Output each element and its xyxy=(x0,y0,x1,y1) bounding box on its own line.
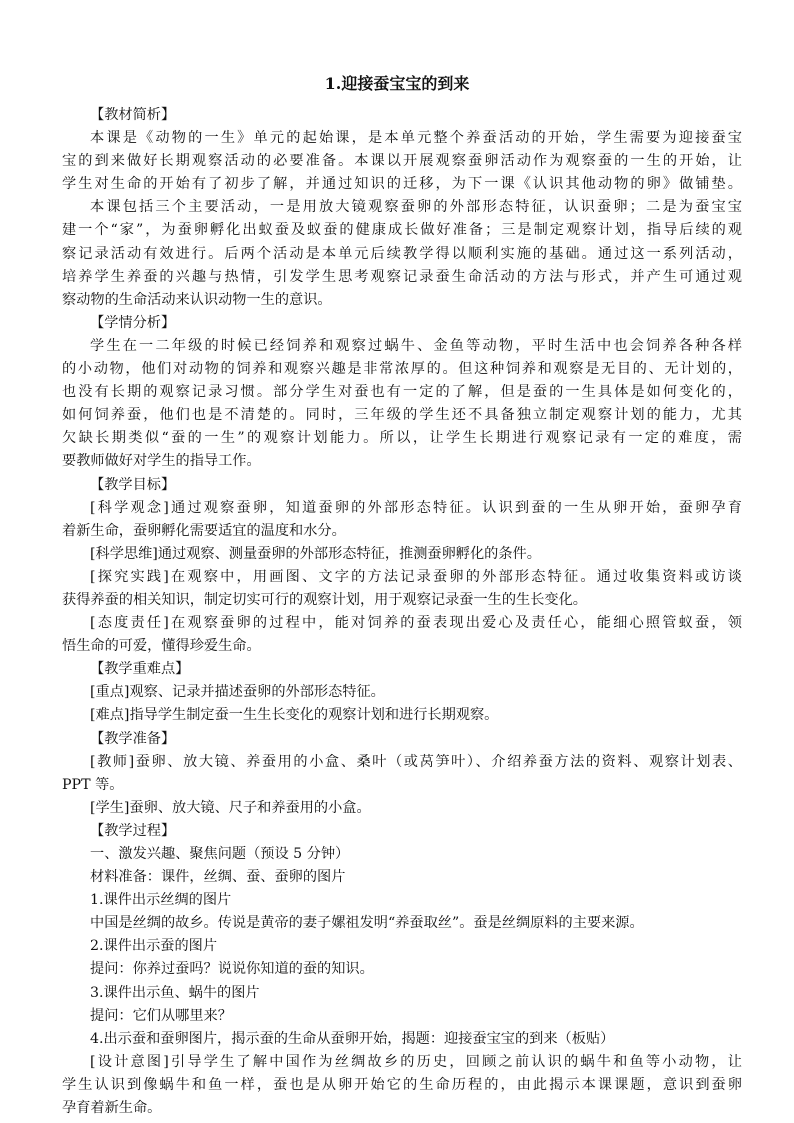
text-line: 建一个“家”，为蚕卵孵化出蚁蚕及蚁蚕的健康成长做好准备；三是制定观察计划，指导后续的观 xyxy=(62,222,742,239)
text-line: 察记录活动有效进行。后两个活动是本单元后续教学得以顺利实施的基础。通过这一系列活动， xyxy=(62,245,742,262)
text-line: PPT 等。 xyxy=(62,776,124,793)
text-line: 3.课件出示鱼、蜗牛的图片 xyxy=(90,984,260,1001)
text-line: 本课包括三个主要活动，一是用放大镜观察蚕卵的外部形态特征，认识蚕卵；二是为蚕宝宝 xyxy=(90,199,742,216)
text-line: 【学情分析】 xyxy=(90,314,176,331)
text-line: 提问：它们从哪里来？ xyxy=(90,1007,232,1024)
text-line: 【教学重难点】 xyxy=(90,661,190,678)
text-line: 悟生命的可爱，懂得珍爱生命。 xyxy=(62,638,261,655)
text-line: 【教学过程】 xyxy=(90,822,176,839)
text-line: 学生认识到像蜗牛和鱼一样，蚕也是从卵开始它的生命历程的，由此揭示本课课题，意识到蚕卵 xyxy=(62,1076,742,1093)
text-line: 宝的到来做好长期观察活动的必要准备。本课以开展观察蚕卵活动作为观察蚕的一生的开始，让 xyxy=(62,153,742,170)
text-line: [科学观念]通过观察蚕卵，知道蚕卵的外部形态特征。认识到蚕的一生从卵开始，蚕卵孕育 xyxy=(90,499,742,516)
text-line: 如何饲养蚕，他们也是不清楚的。同时，三年级的学生还不具备独立制定观察计划的能力，尤其 xyxy=(62,407,742,424)
text-line: [教师]蚕卵、放大镜、养蚕用的小盒、桑叶（或莴笋叶）、介绍养蚕方法的资料、观察计划表、 xyxy=(90,753,742,770)
text-line: 培养学生养蚕的兴趣与热情，引发学生思考观察记录蚕生命活动的方法与形式，并产生可通过观 xyxy=(62,268,742,285)
text-line: [学生]蚕卵、放大镜、尺子和养蚕用的小盒。 xyxy=(90,799,371,816)
text-line: 着新生命，蚕卵孵化需要适宜的温度和水分。 xyxy=(62,522,346,539)
text-line: [态度责任]在观察蚕卵的过程中，能对饲养的蚕表现出爱心及责任心，能细心照管蚁蚕，领 xyxy=(90,615,742,632)
text-line: [探究实践]在观察中，用画图、文字的方法记录蚕卵的外部形态特征。通过收集资料或访谈 xyxy=(90,568,742,585)
text-line: 【教材简析】 xyxy=(90,107,176,123)
text-line: 【教学目标】 xyxy=(90,476,176,493)
text-line: 也没有长期的观察记录习惯。部分学生对蚕也有一定的了解，但是蚕的一生具体是如何变化的， xyxy=(62,384,742,401)
text-line: 提问：你养过蚕吗？说说你知道的蚕的知识。 xyxy=(90,961,374,978)
text-line: [难点]指导学生制定蚕一生生长变化的观察计划和进行长期观察。 xyxy=(90,707,499,724)
text-line: 2.课件出示蚕的图片 xyxy=(90,938,218,955)
text-line: 本课是《动物的一生》单元的起始课，是本单元整个养蚕活动的开始，学生需要为迎接蚕宝 xyxy=(90,130,742,147)
document-title: 1.迎接蚕宝宝的到来 xyxy=(324,74,470,93)
text-line: 一、激发兴趣、聚焦问题（预设 5 分钟） xyxy=(90,846,350,862)
document-body xyxy=(62,104,742,1120)
text-line: [重点]观察、记录并描述蚕卵的外部形态特征。 xyxy=(90,684,385,701)
text-line: 4.出示蚕和蚕卵图片，揭示蚕的生命从蚕卵开始，揭题：迎接蚕宝宝的到来（板贴） xyxy=(90,1030,615,1047)
text-line: 获得养蚕的相关知识，制定切实可行的观察计划，用于观察记录蚕一生的生长变化。 xyxy=(62,591,587,608)
text-line: 要教师做好对学生的指导工作。 xyxy=(62,453,261,470)
text-line: 中国是丝绸的故乡。传说是黄帝的妻子嫘祖发明“养蚕取丝”。蚕是丝绸原料的主要来源。 xyxy=(90,915,644,932)
text-line: 学生在一二年级的时候已经饲养和观察过蜗牛、金鱼等动物，平时生活中也会饲养各种各样 xyxy=(90,337,742,354)
text-line: 的小动物，他们对动物的饲养和观察兴趣是非常浓厚的。但这种饲养和观察是无目的、无计划的， xyxy=(62,361,742,378)
text-line: 1.课件出示丝绸的图片 xyxy=(90,892,232,909)
text-line: 孕育着新生命。 xyxy=(62,1100,162,1117)
text-line: 欠缺长期类似“蚕的一生”的观察计划能力。所以，让学生长期进行观察记录有一定的难度，需 xyxy=(62,430,742,447)
text-line: [设计意图]引导学生了解中国作为丝绸故乡的历史，回顾之前认识的蜗牛和鱼等小动物，让 xyxy=(90,1053,742,1070)
text-line: [科学思维]通过观察、测量蚕卵的外部形态特征，推测蚕卵孵化的条件。 xyxy=(90,545,541,562)
text-line: 材料准备：课件，丝绸、蚕、蚕卵的图片 xyxy=(90,869,346,886)
text-line: 察动物的生命活动来认识动物一生的意识。 xyxy=(62,291,332,308)
text-line: 学生对生命的开始有了初步了解，并通过知识的迁移，为下一课《认识其他动物的卵》做铺垫。 xyxy=(62,176,742,193)
text-line: 【教学准备】 xyxy=(90,730,176,747)
